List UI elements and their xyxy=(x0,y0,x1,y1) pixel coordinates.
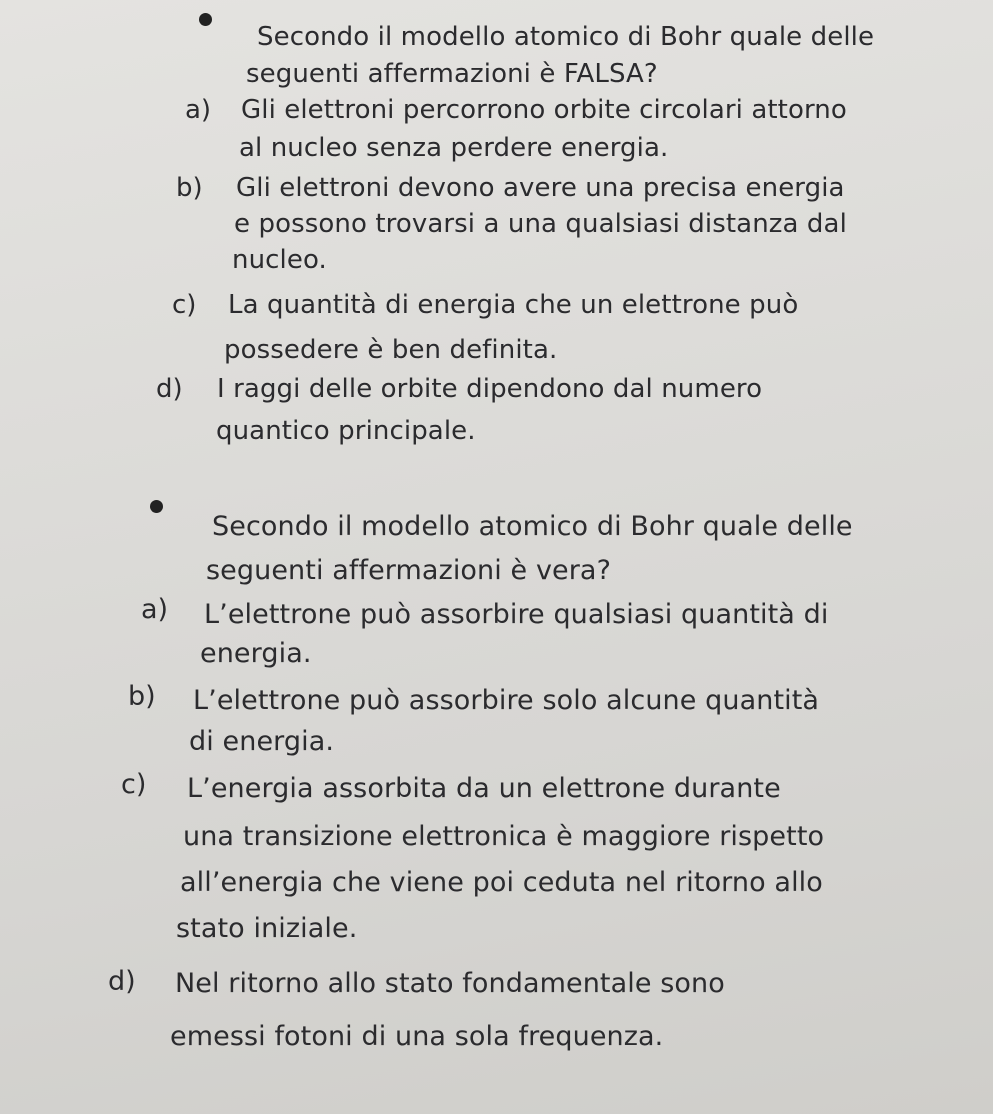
question-1-prompt-line-2: seguenti affermazioni è FALSA? xyxy=(246,59,658,89)
question-1-option-a-line-1: Gli elettroni percorrono orbite circolari attorno xyxy=(241,95,847,125)
question-1-option-b-line-3: nucleo. xyxy=(232,245,327,275)
question-2-option-a-line-1: L’elettrone può assorbire qualsiasi quantità di xyxy=(204,599,829,630)
question-1-option-b-letter: b) xyxy=(176,173,203,203)
question-1-option-c-line-1: La quantità di energia che un elettrone può xyxy=(228,290,799,320)
question-2-option-a-line-2: energia. xyxy=(200,638,312,669)
question-2-option-d-line-2: emessi fotoni di una sola frequenza. xyxy=(170,1021,664,1052)
question-1-option-d-line-2: quantico principale. xyxy=(216,416,476,446)
question-1-option-b-line-2: e possono trovarsi a una qualsiasi distanza dal xyxy=(234,209,847,239)
question-2-option-d-line-1: Nel ritorno allo stato fondamentale sono xyxy=(175,968,725,999)
question-2-option-c-line-1: L’energia assorbita da un elettrone durante xyxy=(187,773,781,804)
question-1-option-c-letter: c) xyxy=(172,290,197,320)
question-2-option-b-line-1: L’elettrone può assorbire solo alcune quantità xyxy=(193,685,820,716)
question-1-option-a-line-2: al nucleo senza perdere energia. xyxy=(239,133,669,163)
question-2-option-c-line-4: stato iniziale. xyxy=(176,913,358,944)
question-2-prompt-line-2: seguenti affermazioni è vera? xyxy=(206,555,612,586)
question-1-option-b-line-1: Gli elettroni devono avere una precisa energia xyxy=(236,173,845,203)
question-1-option-c-line-2: possedere è ben definita. xyxy=(224,335,558,365)
question-1-option-a-letter: a) xyxy=(185,95,212,125)
question-1-prompt-line-1: Secondo il modello atomico di Bohr quale delle xyxy=(257,22,875,52)
question-2-prompt-line-1: Secondo il modello atomico di Bohr quale delle xyxy=(212,511,853,542)
question-2-option-b-line-2: di energia. xyxy=(189,726,335,757)
question-2-option-b-letter: b) xyxy=(128,681,156,712)
question-1-option-d-line-1: I raggi delle orbite dipendono dal numero xyxy=(217,374,763,404)
bullet-icon xyxy=(150,500,163,513)
question-2-option-d-letter: d) xyxy=(108,966,136,997)
question-2-option-c-line-3: all’energia che viene poi ceduta nel ritorno allo xyxy=(180,867,823,898)
question-2-option-c-line-2: una transizione elettronica è maggiore rispetto xyxy=(183,821,825,852)
question-2-option-c-letter: c) xyxy=(121,769,147,800)
question-1-option-d-letter: d) xyxy=(156,374,183,404)
bullet-icon xyxy=(199,13,212,26)
question-2-option-a-letter: a) xyxy=(141,594,169,625)
